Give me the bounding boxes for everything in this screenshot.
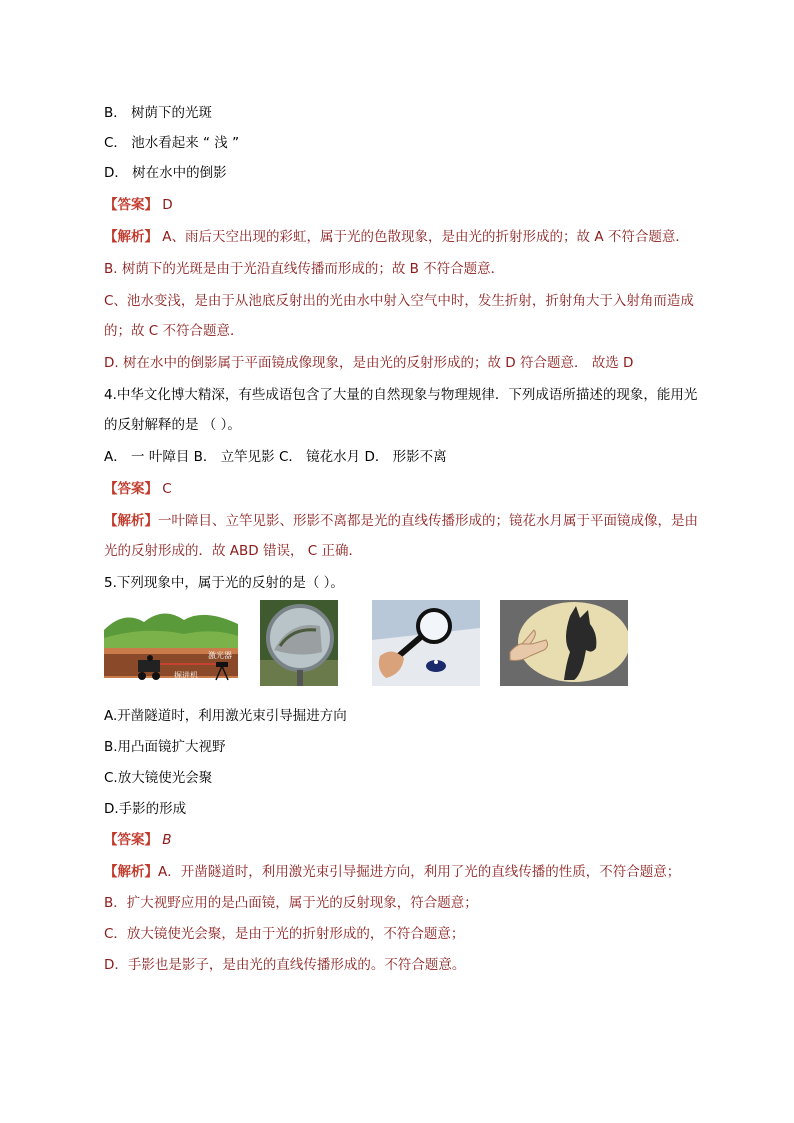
q5-option-a: A.开凿隧道时，利用激光束引导掘进方向 — [104, 708, 347, 724]
q3-option-d: D． 树在水中的倒影 — [104, 165, 227, 181]
tunnel-laser-figure — [104, 600, 238, 686]
q4-analysis-line1 — [104, 512, 698, 530]
q5-analysis-b: B．扩大视野应用的是凸面镜，属于光的反射现象，符合题意； — [104, 895, 478, 911]
q3-analysis-b: B. 树荫下的光斑是由于光沿直线传播而形成的；故 B 不符合题意． — [104, 261, 505, 277]
q3-answer — [104, 196, 173, 214]
magnifier-figure — [372, 600, 480, 686]
q4-options: A． 一 叶障目 B． 立竿见影 C． 镜花水月 D． 形影不离 — [104, 449, 447, 465]
q5-answer — [104, 831, 172, 849]
answer-tag: 【答案】 — [104, 197, 158, 213]
analysis-text: 一叶障目、立竿见影、形影不离都是光的直线传播形成的；镜花水月属于平面镜成像，是由 — [158, 513, 698, 529]
answer-value: C — [162, 481, 172, 497]
convex-mirror-figure — [260, 600, 338, 686]
analysis-text: A、雨后天空出现的彩虹，属于光的色散现象，是由光的折射形成的；故 A 不符合题意． — [158, 229, 689, 245]
q3-analysis-d: D. 树在水中的倒影属于平面镜成像现象，是由光的反射形成的；故 D 符合题意． 故选 D — [104, 355, 634, 371]
machine-label: 掘进机 — [174, 671, 198, 680]
analysis-tag: 【解析】 — [104, 513, 158, 529]
q3-analysis-c1: C、池水变浅，是由于从池底反射出的光由水中射入空气中时，发生折射，折射角大于入射角而造成 — [104, 293, 694, 309]
q5-option-b: B.用凸面镜扩大视野 — [104, 739, 226, 755]
q5-analysis-a — [104, 863, 680, 881]
q4-answer — [104, 480, 172, 498]
answer-tag: 【答案】 — [104, 832, 158, 848]
answer-value: B — [162, 832, 172, 848]
q5-analysis-c: C．放大镜使光会聚，是由于光的折射形成的，不符合题意； — [104, 926, 465, 942]
q5-option-c: C.放大镜使光会聚 — [104, 770, 213, 786]
q3-option-c: C． 池水看起来 “ 浅 ” — [104, 135, 240, 151]
q5-option-d: D.手影的形成 — [104, 801, 187, 817]
q4-stem-line2: 的反射解释的是 （ ）。 — [104, 417, 241, 433]
answer-value: D — [162, 197, 173, 213]
analysis-text: A．开凿隧道时，利用激光束引导掘进方向，利用了光的直线传播的性质，不符合题意； — [158, 864, 681, 880]
analysis-tag: 【解析】 — [104, 864, 158, 880]
q5-analysis-d: D．手影也是影子，是由光的直线传播形成的。不符合题意。 — [104, 957, 466, 973]
analysis-tag: 【解析】 — [104, 229, 158, 245]
q3-analysis-c2: 的；故 C 不符合题意． — [104, 323, 244, 339]
hand-shadow-figure — [500, 600, 628, 686]
q5-stem: 5.下列现象中，属于光的反射的是（ ）。 — [104, 575, 344, 591]
q4-analysis-line2: 光的反射形成的．故 ABD 错误， C 正确． — [104, 543, 362, 559]
q3-option-b: B． 树荫下的光斑 — [104, 105, 213, 121]
answer-tag: 【答案】 — [104, 481, 158, 497]
q3-analysis-a — [104, 228, 689, 246]
laser-label: 激光器 — [208, 651, 232, 660]
q4-stem-line1: 4.中华文化博大精深，有些成语包含了大量的自然现象与物理规律．下列成语所描述的现象，能用光 — [104, 387, 698, 403]
